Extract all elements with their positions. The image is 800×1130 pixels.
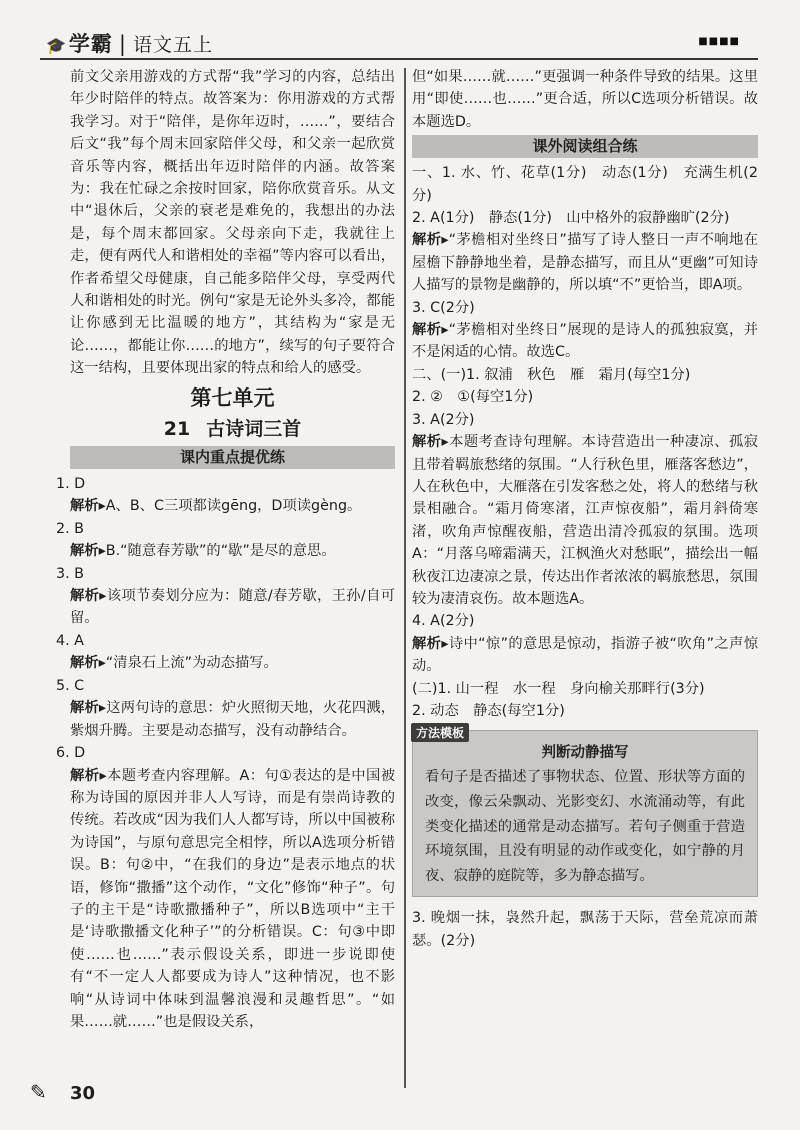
graduation-cap-icon: 🎓 xyxy=(46,36,67,55)
lesson-title: 古诗词三首 xyxy=(206,417,302,440)
column-divider xyxy=(404,68,406,1088)
pencil-icon: ✎ xyxy=(30,1080,47,1104)
left-column xyxy=(56,66,396,1033)
analysis-item: 解析▸本题考查内容理解。A：句①表达的是中国被称为诗国的原因并非人人写诗，而是有崇尚诗教的传统。若改成“因为我们人人都写诗，所以中国被称为诗国”，与原句意思完全相悖，所以A选项分析错误。B：句②中，“在我们的身边”是表示地点的状语，修饰“撒播”这个动作，“文化”修饰“种子”。句子的主干是“诗歌撒播种子”，所以B选项中“主干是‘诗歌撒播文化种子’”的分析错误。C：句③中即使……也……”表示假设关系，即进一步说即使有“不一定人人都要成为诗人”这种情况，也不影响“从诗词中体味到温馨浪漫和灵趣哲思”。“如果……就……”也是假设关系， xyxy=(70,767,395,1030)
brand-logo xyxy=(46,28,213,58)
brand-separator: | xyxy=(118,32,127,56)
analysis-item: 解析▸“清泉石上流”为动态描写。 xyxy=(70,655,278,672)
analysis-text: 本题考查内容理解。A：句①表达的是中国被称为诗国的原因并非人人写诗，而是有崇尚诗教的传统。若改成“因为我们人人都写诗，所以中国被称为诗国”，与原句意思完全相悖，所以A选项分析错误。B：句②中，“在我们的身边”是表示地点的状语，修饰“撒播”这个动作，“文化”修饰“种子”。句子的主干是“诗歌撒播种子”，所以B选项中“主干是‘诗歌撒播文化种子’”的分析错误。C：句③中即使……也……”表示假设关系，即进一步说即使有“不一定人人都要成为诗人”这种情况，也不影响“从诗词中体味到温馨浪漫和灵趣哲思”。“如果……就……”也是假设关系， xyxy=(70,767,395,1030)
analysis-text: “清泉石上流”为动态描写。 xyxy=(105,655,278,672)
analysis-label: 解析 xyxy=(70,498,99,515)
analysis-text: A、B、C三项都读gēng，D项读gèng。 xyxy=(105,498,362,515)
lesson-number: 21 xyxy=(163,417,191,440)
analysis-label: 解析 xyxy=(70,767,100,784)
section-title-extracurricular: 课外阅读组合练 xyxy=(412,135,758,158)
analysis-item: 解析▸该项节奏划分应为：随意/春芳歇，王孙/自可留。 xyxy=(70,588,396,627)
analysis-item: 解析▸A、B、C三项都读gēng，D项读gèng。 xyxy=(70,498,362,515)
header-squares: ■■■■ xyxy=(698,36,740,47)
analysis-label: 解析 xyxy=(70,655,99,672)
right-column xyxy=(412,66,758,952)
method-body: 看句子是否描述了事物状态、位置、形状等方面的改变，像云朵飘动、光影变幻、水流涌动等，有此类变化描述的通常是动态描写。若句子侧重于营造环境氛围，且没有明显的动作或变化，如宁静的月夜、寂静的庭院等，多为静态描写。 xyxy=(425,769,745,884)
analysis-label: 解析 xyxy=(412,635,442,652)
answer-item: 3. C(2分) xyxy=(412,299,475,316)
analysis-item: 解析▸B.“随意春芳歇”的“歇”是尽的意思。 xyxy=(70,543,336,560)
answer-item: 5. C xyxy=(56,677,85,694)
lesson-heading xyxy=(70,414,395,444)
answer-item: 2. A(1分) 静态(1分) 山中格外的寂静幽旷(2分) xyxy=(412,210,730,227)
analysis-text: 本题考查诗句理解。本诗营造出一种凄凉、孤寂且带着羁旅愁绪的氛围。“人行秋色里，雁落客愁边”，人在秋色中，大雁落在引发客愁之处，将人的愁绪与秋景相融合。“霜月倚寒渚，江声惊夜船”，霜月斜倚寒渚，吹角声惊醒夜船，营造出清冷孤寂的氛围。选项A：“月落乌啼霜满天，江枫渔火对愁眠”，描绘出一幅秋夜江边凄凉之景，传达出作者浓浓的羁旅愁思，氛围较为凄清哀伤。故本题选A。 xyxy=(412,434,759,607)
analysis-text: B.“随意春芳歇”的“歇”是尽的意思。 xyxy=(105,543,336,560)
analysis-label: 解析 xyxy=(412,322,442,339)
continued-analysis: 但“如果……就……”更强调一种条件导致的结果。这里用“即使……也……”更合适，所以C选项分析错误。故本题选D。 xyxy=(412,69,758,130)
answer-item: 2. ② ①(每空1分) xyxy=(412,389,534,406)
answer-item: 3. A(2分) xyxy=(412,411,475,428)
brand-name: 学霸 xyxy=(68,32,113,56)
method-tag: 方法模板 xyxy=(411,723,469,742)
intro-paragraph: 前文父亲用游戏的方式帮“我”学习的内容，总结出年少时陪伴的特点。故答案为：你用游戏的方式帮我学习。对于“陪伴，是你年迈时，……”，要结合后文“我”每个周末回家陪伴父母，和父亲一起欣赏音乐等内容，概括出年迈时陪伴的内涵。故答案为：我在忙碌之余按时回家，陪你欣赏音乐。从文中“退休后，父亲的衰老是难免的，我想出的办法是，每个周末都回家。父母亲向下走，我就往上走，便有两代人和谐相处的幸福”等内容可以看出，作者希望父母健康，自己能多陪伴父母，享受两代人和谐相处的时光。例句“家是无论外头多冷，都能让你感到无比温暖的地方”，其结构为“家是无论……，都能让你……的地方”，续写的句子要符合这一结构，且要体现出家的特点和给人的感受。 xyxy=(70,69,395,377)
page-footer xyxy=(30,1080,95,1104)
answer-item: 4. A xyxy=(56,632,84,649)
method-title: 判断动静描写 xyxy=(541,745,629,762)
answer-item: 二、(一)1. 叙浦 秋色 雁 霜月(每空1分) xyxy=(412,366,691,383)
page-header xyxy=(0,0,800,62)
answer-item: (二)1. 山一程 水一程 身向榆关那畔行(3分) xyxy=(412,680,705,697)
header-rule xyxy=(40,58,758,60)
answer-item: 3. 晚烟一抹，袅然升起，飘荡于天际，营垒荒凉而萧瑟。(2分) xyxy=(412,910,758,949)
analysis-text: 该项节奏划分应为：随意/春芳歇，王孙/自可留。 xyxy=(70,588,396,627)
analysis-item: 解析▸“茅檐相对坐终日”展现的是诗人的孤独寂寞，并不是闲适的心情。故选C。 xyxy=(412,322,759,361)
analysis-item: 解析▸“茅檐相对坐终日”描写了诗人整日一声不响地在屋檐下静静地坐着，是静态描写，而且从“更幽”可知诗人描写的景物是幽静的，所以填“不”更恰当，即A项。 xyxy=(412,232,759,294)
analysis-text: 这两句诗的意思：炉火照彻天地，火花四溅，紫烟升腾。主要是动态描写，没有动静结合。 xyxy=(70,700,396,739)
analysis-item: 解析▸诗中“惊”的意思是惊动，指游子被“吹角”之声惊动。 xyxy=(412,635,759,675)
analysis-item: 解析▸本题考查诗句理解。本诗营造出一种凄凉、孤寂且带着羁旅愁绪的氛围。“人行秋色里，雁落客愁边”，人在秋色中，大雁落在引发客愁之处，将人的愁绪与秋景相融合。“霜月倚寒渚，江声惊夜船”，霜月斜倚寒渚，吹角声惊醒夜船，营造出清冷孤寂的氛围。选项A：“月落乌啼霜满天，江枫渔火对愁眠”，描绘出一幅秋夜江边凄凉之景，传达出作者浓浓的羁旅愁思，氛围较为凄清哀伤。故本题选A。 xyxy=(412,434,759,607)
answer-item: 2. B xyxy=(56,520,84,537)
answer-item: 2. 动态 静态(每空1分) xyxy=(412,702,565,719)
analysis-text: “茅檐相对坐终日”展现的是诗人的孤独寂寞，并不是闲适的心情。故选C。 xyxy=(412,322,759,361)
analysis-text: 诗中“惊”的意思是惊动，指游子被“吹角”之声惊动。 xyxy=(412,635,759,675)
analysis-label: 解析 xyxy=(70,588,100,604)
answer-item: 4. A(2分) xyxy=(412,613,475,630)
analysis-item: 解析▸这两句诗的意思：炉火照彻天地，火花四溅，紫烟升腾。主要是动态描写，没有动静结合。 xyxy=(70,700,396,739)
answer-item: 3. B xyxy=(56,565,84,582)
answer-item: 一、1. 水、竹、花草(1分) 动态(1分) 充满生机(2分) xyxy=(412,165,758,204)
section-title-in-class: 课内重点提优练 xyxy=(70,446,395,469)
page-number: 30 xyxy=(70,1083,96,1104)
analysis-label: 解析 xyxy=(70,543,99,560)
analysis-label: 解析 xyxy=(412,434,442,451)
answer-item: 1. D xyxy=(56,475,86,492)
unit-title: 第七单元 xyxy=(190,385,275,410)
analysis-label: 解析 xyxy=(412,232,442,249)
analysis-text: “茅檐相对坐终日”描写了诗人整日一声不响地在屋檐下静静地坐着，是静态描写，而且从“更幽”可知诗人描写的景物是幽静的，所以填“不”更恰当，即A项。 xyxy=(412,232,759,294)
answer-item: 6. D xyxy=(56,745,86,762)
method-template-box xyxy=(412,726,758,897)
analysis-label: 解析 xyxy=(70,700,99,717)
book-title: 语文五上 xyxy=(133,34,214,56)
